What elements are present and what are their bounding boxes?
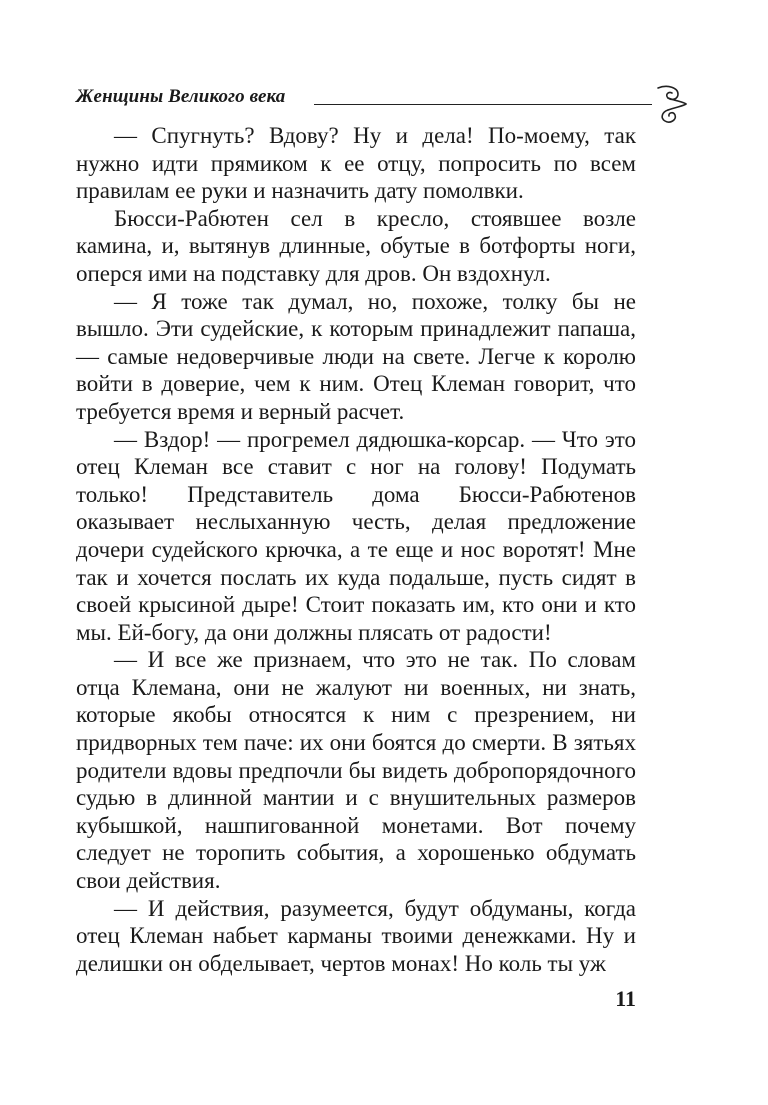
body-text [76, 122, 636, 977]
paragraph: — Спугнуть? Вдову? Ну и дела! По-моему, так нужно идти прямиком к ее отцу, попросить по всем правилам ее руки и назначить дату помолвки. [76, 123, 636, 204]
running-head [76, 82, 686, 126]
flourish-icon [648, 82, 692, 126]
paragraph: — Я тоже так думал, но, похоже, толку бы не вышло. Эти судейские, к которым принадлежит папаша, — самые недоверчивые люди на свете. Легче к королю войти в доверие, чем к ним. Отец Клеман говорит, что требуется время и верный расчет. [76, 288, 636, 424]
paragraph: Бюсси-Рабютен сел в кресло, стоявшее возле камина, и, вытянув длинные, обутые в ботфорты ноги, оперся ими на подставку для дров. Он вздохнул. [76, 205, 636, 286]
paragraph: — Вздор! — прогремел дядюшка-корсар. — Что это отец Клеман все ставит с ног на голову! Подумать только! Представитель дома Бюсси-Рабютенов оказывает неслыханную честь, делая предложение дочери судейского крючка, а те еще и нос воротят! Мне так и хочется послать их куда подальше, пусть сидят в своей крысиной дыре! Стоит показать им, кто они и кто мы. Ей-богу, да они должны плясать от радости! [76, 426, 636, 645]
paragraph: — И действия, разумеется, будут обдуманы, когда отец Клеман набьет карманы твоими денежками. Ну и делишки он обделывает, чертов монах! Но коль ты уж [76, 895, 636, 976]
page-number: 11 [615, 986, 636, 1011]
header-rule [314, 104, 652, 105]
paragraph: — И все же признаем, что это не так. По словам отца Клемана, они не жалуют ни военных, ни знать, которые якобы относятся к ним с презрением, ни придворных тем паче: их они боятся до смерти. В зятьях родители вдовы предпочли бы видеть добропорядочного судью в длинной мантии и с внушительных размеров кубышкой, нашпигованной монетами. Вот почему следует не торопить события, а хорошенько обдумать свои действия. [76, 647, 636, 894]
running-title: Женщины Великого века [76, 86, 286, 107]
